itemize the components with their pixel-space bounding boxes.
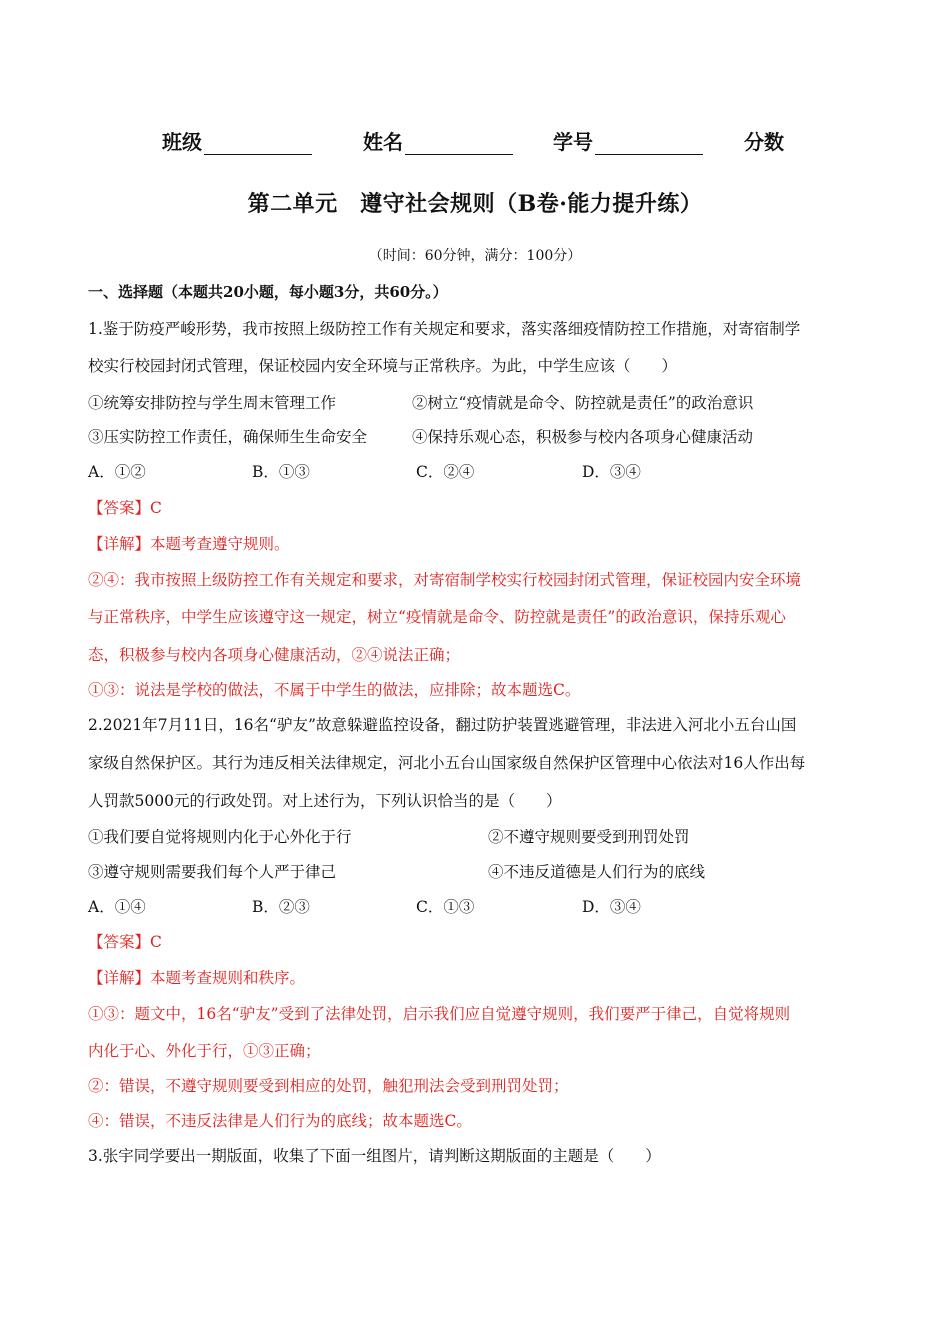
q1-detail: 【详解】本题考查遵守规则。: [88, 535, 290, 553]
page-subtitle: （时间：60分钟，满分：100分）: [368, 248, 582, 264]
q1-item4: ④保持乐观心态，积极参与校内各项身心健康活动: [412, 428, 754, 446]
page-title: 第二单元 遵守社会规则（B卷·能力提升练）: [247, 191, 703, 217]
q2-item3: ③遵守规则需要我们每个人严于律己: [88, 863, 337, 881]
q2-detail: 【详解】本题考查规则和秩序。: [88, 969, 306, 987]
score-label: 分数: [744, 130, 784, 154]
q1-answer: 【答案】C: [88, 499, 162, 517]
q2-item1: ①我们要自觉将规则内化于心外化于行: [88, 828, 352, 846]
name-field: [363, 126, 513, 155]
q1-stem-line1: 1.鉴于防疫严峻形势，我市按照上级防控工作有关规定和要求，落实落细疫情防控工作措施，对寄宿制学: [88, 320, 801, 338]
q1-item1: ①统筹安排防控与学生周末管理工作: [88, 394, 337, 412]
q1-option-d: D．③④: [582, 463, 641, 481]
number-label: 学号: [553, 130, 593, 154]
name-label: 姓名: [363, 130, 403, 154]
q2-stem-line2: 家级自然保护区。其行为违反相关法律规定，河北小五台山国家级自然保护区管理中心依法对16人作出每: [88, 754, 806, 772]
q1-explanation-2: ①③：说法是学校的做法，不属于中学生的做法，应排除；故本题选C。: [88, 681, 581, 699]
number-blank[interactable]: [595, 132, 703, 155]
number-field: [553, 126, 703, 155]
q1-option-b: B．①③: [252, 463, 310, 481]
q1-explanation-line1: ②④：我市按照上级防控工作有关规定和要求，对寄宿制学校实行校园封闭式管理，保证校园内安全环境: [88, 571, 802, 589]
q2-explanation-3: ④：错误，不违反法律是人们行为的底线；故本题选C。: [88, 1112, 472, 1130]
score-field: [744, 126, 784, 155]
class-label: 班级: [162, 130, 202, 154]
q1-item3: ③压实防控工作责任，确保师生生命安全: [88, 428, 368, 446]
q1-explanation-line3: 态，积极参与校内各项身心健康活动，②④说法正确；: [88, 646, 461, 664]
q2-answer: 【答案】C: [88, 933, 162, 951]
q2-stem-line1: 2.2021年7月11日，16名“驴友”故意躲避监控设备，翻过防护装置逃避管理，非法进入河北小五台山国: [88, 716, 797, 734]
class-field: [162, 126, 312, 155]
q2-item4: ④不违反道德是人们行为的底线: [488, 863, 706, 881]
q2-option-c: C．①③: [416, 898, 475, 916]
q2-item2: ②不遵守规则要受到刑罚处罚: [488, 828, 690, 846]
q2-option-a: A．①④: [88, 898, 146, 916]
q1-option-a: A．①②: [88, 463, 146, 481]
q2-explanation-2: ②：错误，不遵守规则要受到相应的处罚，触犯刑法会受到刑罚处罚；: [88, 1077, 569, 1095]
q2-explanation-line2: 内化于心、外化于行，①③正确；: [88, 1042, 321, 1060]
name-blank[interactable]: [405, 132, 513, 155]
q2-stem-line3: 人罚款5000元的行政处罚。对上述行为，下列认识恰当的是（ ）: [88, 792, 562, 810]
student-info-header: [0, 126, 950, 156]
q1-stem-line2: 校实行校园封闭式管理，保证校园内安全环境与正常秩序。为此，中学生应该（ ）: [88, 357, 678, 375]
q2-option-d: D．③④: [582, 898, 641, 916]
q1-option-c: C．②④: [416, 463, 475, 481]
class-blank[interactable]: [204, 132, 312, 155]
q2-option-b: B．②③: [252, 898, 310, 916]
section-title: 一、选择题（本题共20小题，每小题3分，共60分。）: [88, 283, 448, 301]
q1-item2: ②树立“疫情就是命令、防控就是责任”的政治意识: [412, 394, 754, 412]
q1-explanation-line2: 与正常秩序，中学生应该遵守这一规定，树立“疫情就是命令、防控就是责任”的政治意识，保持乐观心: [88, 608, 786, 626]
q2-explanation-line1: ①③：题文中，16名“驴友”受到了法律处罚，启示我们应自觉遵守规则，我们要严于律己，自觉将规则: [88, 1005, 791, 1023]
q3-stem-line1: 3.张宇同学要出一期版面，收集了下面一组图片，请判断这期版面的主题是（ ）: [88, 1147, 661, 1165]
